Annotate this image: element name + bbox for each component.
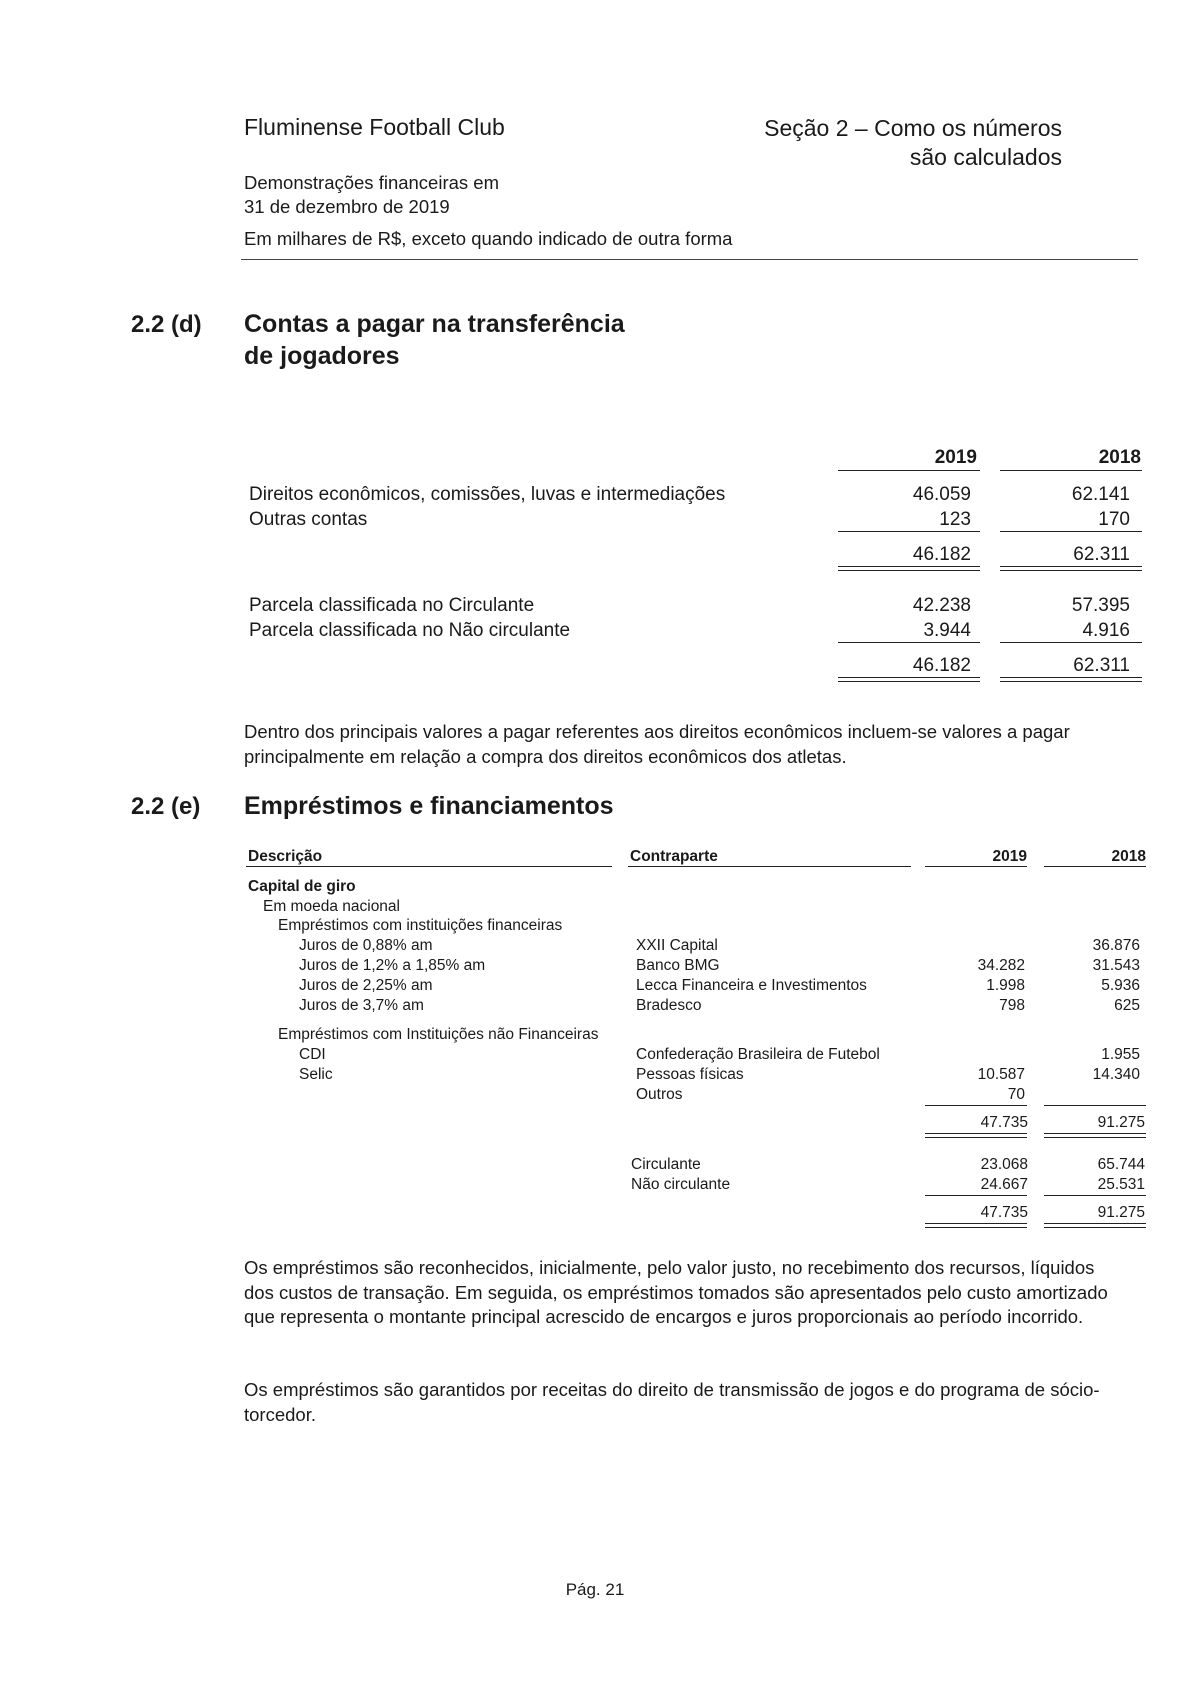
subtotal-line-2019 [925, 1195, 1027, 1196]
row-value-2018: 4.916 [1082, 620, 1130, 641]
loan-value-2019: 10.587 [977, 1066, 1025, 1083]
header-divider [241, 259, 1138, 260]
section-heading-line1: Seção 2 – Como os números [764, 115, 1062, 141]
loan-counterparty: Pessoas físicas [636, 1066, 744, 1083]
col-header-2019: 2019 [934, 447, 977, 468]
subtotal-line-2019 [925, 1105, 1027, 1106]
subgroup-label: Empréstimos com Instituições não Financeiras [278, 1026, 599, 1043]
section-d-title-line2: de jogadores [244, 342, 400, 370]
col-header-description: Descrição [248, 848, 323, 865]
subgroup-label: Empréstimos com instituições financeiras [278, 917, 563, 934]
subtotal-2019: 46.182 [912, 544, 971, 565]
loans-total-2019: 47.735 [980, 1114, 1028, 1131]
statement-line1: Demonstrações financeiras em [244, 172, 499, 193]
loan-value-2018: 31.543 [1092, 957, 1140, 974]
col-header-2019: 2019 [992, 848, 1027, 865]
total-double-line-2019 [838, 677, 980, 682]
section-d-paragraph: Dentro dos principais valores a pagar referentes aos direitos econômicos incluem-se valores a pagar principalmente em relação a compra dos direitos econômicos dos atletas. [244, 721, 1070, 767]
header-underline-2018 [1000, 470, 1142, 471]
loan-value-2018: 5.936 [1101, 977, 1140, 994]
total-double-line-2018 [1000, 566, 1142, 571]
loan-description: Juros de 0,88% am [299, 937, 433, 954]
loan-description: Juros de 1,2% a 1,85% am [299, 957, 486, 974]
loan-value-2019: 70 [1007, 1086, 1025, 1103]
loan-description: Juros de 2,25% am [299, 977, 433, 994]
underline-2018 [1044, 866, 1146, 867]
subtotal-line-2018 [1000, 642, 1142, 643]
subtotal-line-2018 [1044, 1195, 1146, 1196]
total-double-line-2019 [838, 566, 980, 571]
col-header-2018: 2018 [1098, 447, 1141, 468]
total-double-line-2018 [1044, 1133, 1146, 1138]
total-double-line-2019 [925, 1133, 1027, 1138]
section-e-paragraph-2: Os empréstimos são garantidos por receitas do direito de transmissão de jogos e do programa de sócio-torcedor. [244, 1379, 1100, 1425]
underline-2019 [925, 866, 1027, 867]
page-number: Pág. 21 [565, 1580, 625, 1599]
total-2019: 46.182 [912, 655, 971, 676]
noncurrent-2018: 25.531 [1097, 1176, 1145, 1193]
row-label: Direitos econômicos, comissões, luvas e intermediações [249, 484, 726, 505]
loan-value-2019: 1.998 [986, 977, 1025, 994]
current-2019: 23.068 [980, 1156, 1028, 1173]
loan-description: Juros de 3,7% am [299, 997, 424, 1014]
total-double-line-2019 [925, 1223, 1027, 1228]
subtotal-2018: 62.311 [1073, 544, 1130, 565]
current-label: Circulante [631, 1156, 701, 1173]
row-value-2018: 62.141 [1071, 484, 1130, 505]
subtotal-line-2019 [838, 531, 980, 532]
subgroup-label: Em moeda nacional [263, 898, 400, 915]
counterparty-underline [628, 866, 911, 867]
loan-counterparty: Confederação Brasileira de Futebol [636, 1046, 880, 1063]
row-value-2019: 46.059 [912, 484, 971, 505]
col-header-counterparty: Contraparte [630, 848, 718, 865]
noncurrent-2019: 24.667 [980, 1176, 1028, 1193]
grand-total-2019: 47.735 [980, 1204, 1028, 1221]
grand-total-2018: 91.275 [1097, 1204, 1145, 1221]
col-header-2018: 2018 [1111, 848, 1146, 865]
units-note: Em milhares de R$, exceto quando indicado de outra forma [244, 228, 733, 249]
total-2018: 62.311 [1073, 655, 1130, 676]
section-heading [642, 114, 1062, 172]
row-label: Outras contas [249, 509, 368, 530]
statement-line2: 31 de dezembro de 2019 [244, 196, 450, 217]
description-underline [246, 866, 612, 867]
section-e-title: Empréstimos e financiamentos [244, 792, 614, 820]
loan-counterparty: Outros [636, 1086, 683, 1103]
loan-value-2018: 1.955 [1101, 1046, 1140, 1063]
statement-date [244, 171, 499, 219]
row-value-2019: 42.238 [912, 595, 971, 616]
noncurrent-label: Não circulante [631, 1176, 731, 1193]
subtotal-line-2018 [1044, 1105, 1146, 1106]
loan-value-2018: 36.876 [1092, 937, 1140, 954]
loan-value-2018: 14.340 [1092, 1066, 1140, 1083]
loan-counterparty: XXII Capital [636, 937, 718, 954]
group-label: Capital de giro [248, 878, 356, 895]
subtotal-line-2018 [1000, 531, 1142, 532]
section-e-number: 2.2 (e) [131, 793, 201, 820]
total-double-line-2018 [1000, 677, 1142, 682]
row-value-2019: 3.944 [923, 620, 971, 641]
row-value-2019: 123 [939, 509, 971, 530]
row-label: Parcela classificada no Não circulante [249, 620, 571, 641]
subtotal-line-2019 [838, 642, 980, 643]
loan-description: CDI [299, 1046, 326, 1063]
row-value-2018: 57.395 [1071, 595, 1130, 616]
loan-value-2019: 798 [999, 997, 1025, 1014]
company-name: Fluminense Football Club [244, 114, 505, 140]
row-label: Parcela classificada no Circulante [249, 595, 535, 616]
total-double-line-2018 [1044, 1223, 1146, 1228]
header-underline-2019 [838, 470, 980, 471]
loan-value-2018: 625 [1114, 997, 1140, 1014]
loan-counterparty: Banco BMG [636, 957, 720, 974]
loan-description: Selic [299, 1066, 333, 1083]
row-value-2018: 170 [1098, 509, 1130, 530]
loan-counterparty: Lecca Financeira e Investimentos [636, 977, 867, 994]
section-heading-line2: são calculados [909, 144, 1062, 170]
loans-total-2018: 91.275 [1097, 1114, 1145, 1131]
section-d-title [244, 308, 625, 372]
section-d-number: 2.2 (d) [131, 311, 202, 338]
section-e-paragraph-1: Os empréstimos são reconhecidos, inicialmente, pelo valor justo, no recebimento dos recursos, líquidos dos custos de transação. Em seguida, os empréstimos tomados são apresentados pelo custo amortizado que representa o montante principal acrescido de encargos e juros proporcionais ao período incorrido. [244, 1257, 1108, 1327]
current-2018: 65.744 [1097, 1156, 1145, 1173]
loan-value-2019: 34.282 [977, 957, 1025, 974]
loan-counterparty: Bradesco [636, 997, 702, 1014]
section-d-title-line1: Contas a pagar na transferência [244, 310, 625, 338]
